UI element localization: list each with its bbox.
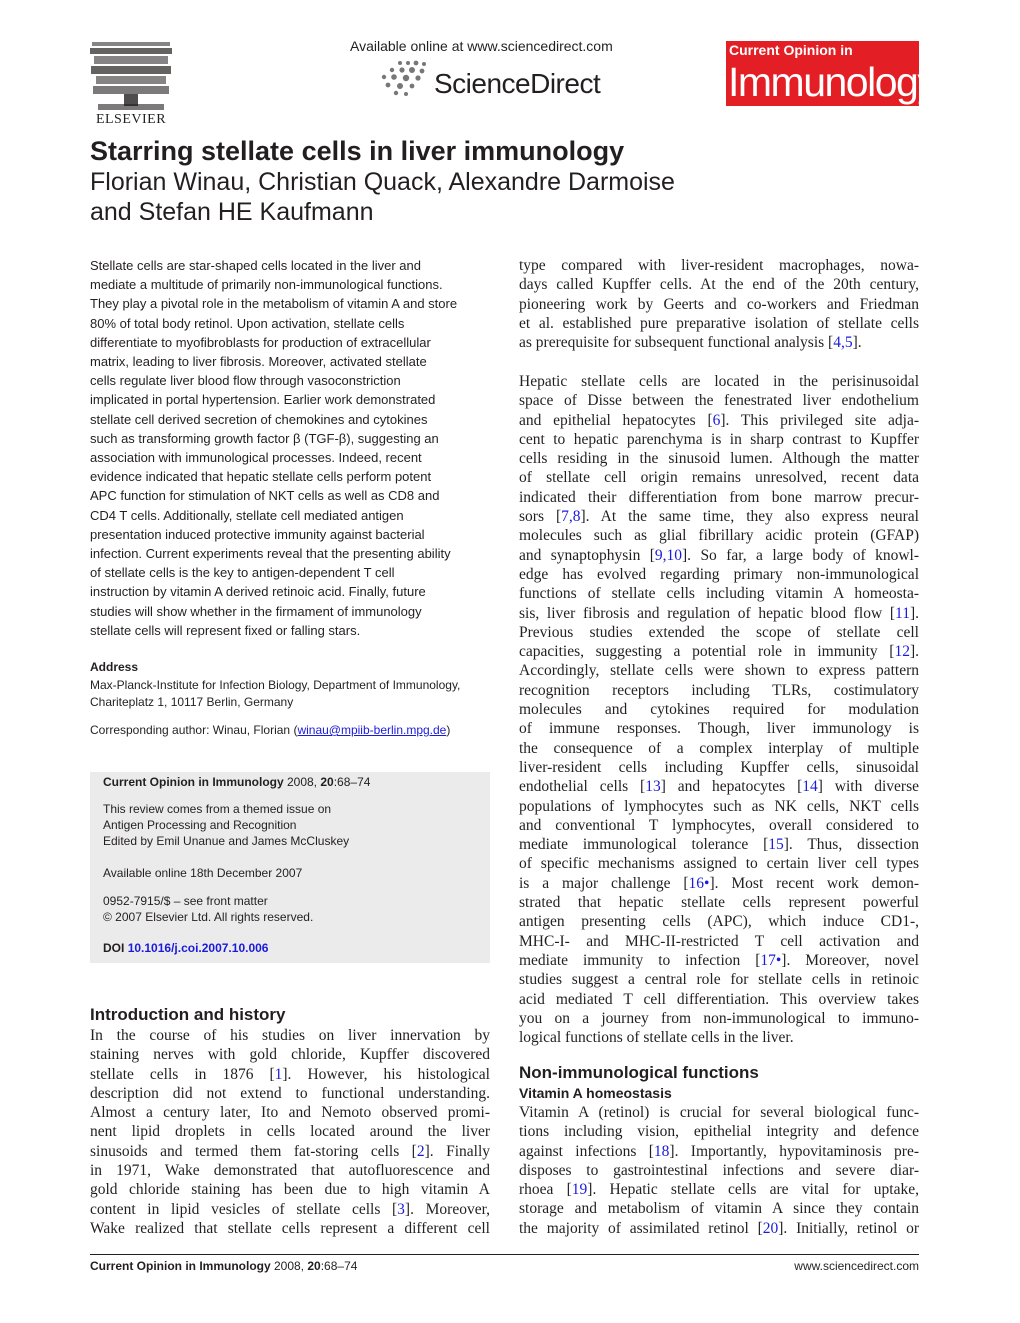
citation-line bbox=[103, 775, 370, 789]
body-text-line: studies suggest a central role for stellate cells in retinoic bbox=[519, 971, 919, 989]
body-text-line: you on a journey from non-immunological to immuno- bbox=[519, 1009, 919, 1027]
citation-ref[interactable]: 14 bbox=[802, 778, 818, 796]
body-text-line: space of Disse between the fenestrated liver endothelium bbox=[519, 392, 919, 410]
corresponding-prefix: Corresponding author: Winau, Florian ( bbox=[90, 723, 298, 737]
citation-pages: :68–74 bbox=[333, 775, 371, 789]
authors-line-1: Florian Winau, Christian Quack, Alexandre Darmoise bbox=[90, 168, 675, 196]
citation-volume: 20 bbox=[320, 775, 334, 789]
body-text-line: mediate immunological tolerance [15]. Thus, dissection bbox=[519, 836, 919, 854]
citation-ref[interactable]: 11 bbox=[895, 604, 910, 622]
body-text-line: Wake realized that stellate cells represent a different cell bbox=[90, 1219, 490, 1237]
abstract-line: cells regulate liver blood flow through vasoconstriction bbox=[90, 373, 401, 389]
footer-year: 2008, bbox=[270, 1259, 308, 1273]
body-text-line: days called Kupffer cells. At the end of the 20th century, bbox=[519, 276, 919, 294]
abstract-line: evidence indicated that hepatic stellate cells perform potent bbox=[90, 469, 432, 485]
citation-ref[interactable]: 13 bbox=[645, 778, 661, 796]
body-text-line: molecules and cytokines required for modulation bbox=[519, 701, 919, 719]
body-text-line: sis, liver fibrosis and regulation of hepatic blood flow [11]. bbox=[519, 604, 919, 622]
body-text-line: rhoea [19]. Hepatic stellate cells are vital for uptake, bbox=[519, 1181, 919, 1199]
body-text-line: et al. established pure preparative isolation of stellate cells bbox=[519, 314, 919, 332]
citation-ref[interactable]: 9,10 bbox=[654, 546, 683, 564]
footer-divider bbox=[90, 1254, 919, 1255]
body-text-line: Previous studies extended the scope of stellate cell bbox=[519, 623, 919, 641]
copyright-line: © 2007 Elsevier Ltd. All rights reserved. bbox=[103, 910, 314, 924]
journal-banner-top: Current Opinion in bbox=[729, 42, 853, 58]
footer-pages: :68–74 bbox=[320, 1259, 358, 1273]
address-line: Chariteplatz 1, 10117 Berlin, Germany bbox=[90, 695, 294, 709]
abstract-line: mediate a multitude of primarily non-immunological functions. bbox=[90, 277, 443, 293]
body-text-line: disposes to gastrointestinal infections and severe diar- bbox=[519, 1161, 919, 1179]
abstract-line: CD4 T cells. Additionally, stellate cell mediated antigen bbox=[90, 507, 404, 523]
body-text-line: In the course of his studies on liver innervation by bbox=[90, 1027, 490, 1044]
address-line: Max-Planck-Institute for Infection Biology, Department of Immunology, bbox=[90, 678, 461, 692]
body-text-line: capacities, suggesting a potential role in immunity [12]. bbox=[519, 643, 919, 661]
citation-ref[interactable]: 18 bbox=[653, 1142, 670, 1160]
body-text-line: indicated their differentiation from bone marrow precur- bbox=[519, 488, 919, 506]
publisher-name: ELSEVIER bbox=[95, 112, 167, 127]
citation-ref[interactable]: 6 bbox=[712, 411, 721, 429]
paragraph-vitamin-a bbox=[519, 1103, 919, 1238]
footer-citation bbox=[90, 1259, 357, 1273]
section-heading-introduction: Introduction and history bbox=[90, 1005, 286, 1024]
themed-issue-topic: Antigen Processing and Recognition bbox=[103, 818, 297, 832]
body-text-line: sors [7,8]. At the same time, they also express neural bbox=[519, 508, 919, 526]
corresponding-suffix: ) bbox=[446, 723, 451, 737]
abstract-line: matrix, leading to liver fibrosis. Moreover, activated stellate bbox=[90, 354, 427, 370]
issn-line: 0952-7915/$ – see front matter bbox=[103, 894, 268, 908]
body-text-line: antigen presenting cells (APC), which induce CD1-, bbox=[519, 913, 919, 931]
body-text-line: storage and metabolism of vitamin A since they contain bbox=[519, 1200, 919, 1218]
elsevier-tree-logo bbox=[88, 40, 174, 112]
body-text-line: cells residing in the sinusoid lumen. Although the matter bbox=[519, 450, 919, 468]
email-link[interactable]: winau@mpiib-berlin.mpg.de bbox=[297, 723, 447, 737]
body-text-line: edge has evolved regarding primary non-immunological bbox=[519, 565, 919, 583]
footer-journal: Current Opinion in Immunology bbox=[90, 1259, 271, 1273]
abstract-line: 80% of total body retinol. Upon activation, stellate cells bbox=[90, 315, 405, 331]
body-text-line: functions of stellate cells including vitamin A homeosta- bbox=[519, 585, 919, 603]
body-text-line: stellate cells in 1876 [1]. However, his histological bbox=[90, 1065, 490, 1083]
abstract-line: differentiate to myofibroblasts for production of extracellular bbox=[90, 334, 431, 350]
citation-ref[interactable]: 16• bbox=[688, 874, 710, 892]
article-info-box bbox=[90, 772, 490, 963]
abstract-line: stellate cells will represent fixed or falling stars. bbox=[90, 622, 361, 638]
abstract bbox=[90, 256, 490, 640]
available-date: Available online 18th December 2007 bbox=[103, 866, 303, 880]
citation-year: 2008, bbox=[283, 775, 321, 789]
body-text-line: nent lipid droplets in cells located around the liver bbox=[90, 1123, 490, 1141]
subsection-heading-vitamin-a: Vitamin A homeostasis bbox=[519, 1085, 672, 1101]
body-text-line: is a major challenge [16•]. Most recent work demon- bbox=[519, 874, 920, 892]
body-text-line: mediate immunity to infection [17•]. Moreover, novel bbox=[519, 951, 919, 969]
body-text-line: of immune responses. Though, liver immunology is bbox=[519, 720, 919, 738]
paragraph-history-cont bbox=[519, 256, 919, 352]
journal-banner-title: Immunology bbox=[728, 59, 937, 105]
body-text-line: populations of lymphocytes such as NK cells, NKT cells bbox=[519, 797, 919, 815]
citation-ref[interactable]: 2 bbox=[416, 1142, 425, 1160]
doi-label: DOI bbox=[103, 941, 125, 955]
body-text-line: in 1971, Wake demonstrated that autofluorescence and bbox=[90, 1162, 490, 1180]
body-text-line: of specific mechanisms assigned to certain liver cell types bbox=[519, 855, 919, 873]
body-text-line: endothelial cells [13] and hepatocytes [14] with diverse bbox=[519, 778, 919, 796]
citation-ref[interactable]: 12 bbox=[894, 643, 910, 661]
body-text-line: of stellate cell origin remains unresolved, recent data bbox=[519, 469, 919, 487]
doi-link[interactable]: 10.1016/j.coi.2007.10.006 bbox=[127, 941, 269, 955]
abstract-line: implicated in portal hypertension. Earlier work demonstrated bbox=[90, 392, 436, 408]
abstract-line: Stellate cells are star-shaped cells located in the liver and bbox=[90, 258, 421, 273]
body-text-line: pioneering work by Geerts and co-workers and Friedman bbox=[519, 295, 919, 313]
body-text-line: as prerequisite for subsequent functional analysis [4,5]. bbox=[519, 334, 862, 352]
abstract-line: such as transforming growth factor β (TGF-β), suggesting an bbox=[90, 430, 439, 446]
body-text-line: content in lipid vesicles of stellate cells [3]. Moreover, bbox=[90, 1200, 490, 1218]
citation-ref[interactable]: 3 bbox=[397, 1200, 405, 1218]
body-text-line: and conventional T lymphocytes, overall considered to bbox=[519, 816, 919, 834]
body-text-line: staining nerves with gold chloride, Kupffer discovered bbox=[90, 1046, 490, 1064]
citation-ref[interactable]: 7,8 bbox=[561, 508, 581, 526]
citation-ref[interactable]: 1 bbox=[274, 1065, 283, 1083]
themed-issue-editors: Edited by Emil Unanue and James McCluskey bbox=[103, 834, 350, 848]
address-heading: Address bbox=[90, 660, 139, 674]
footer-url[interactable]: www.sciencedirect.com bbox=[794, 1259, 919, 1273]
address bbox=[90, 677, 460, 711]
intro-paragraph bbox=[90, 1026, 490, 1238]
body-text-line: and epithelial hepatocytes [6]. This privileged site adja- bbox=[519, 411, 919, 429]
abstract-line: presentation induced protective immunity against bacterial bbox=[90, 526, 425, 542]
footer-volume: 20 bbox=[307, 1259, 321, 1273]
citation-ref[interactable]: 20 bbox=[762, 1219, 779, 1237]
body-text-line: logical functions of stellate cells in the liver. bbox=[519, 1029, 794, 1047]
abstract-line: association with immunological processes. Indeed, recent bbox=[90, 450, 422, 466]
body-text-line: type compared with liver-resident macrophages, nowa- bbox=[519, 257, 919, 274]
citation-ref[interactable]: 15 bbox=[768, 836, 784, 854]
body-text-line: strated that hepatic stellate cells represent powerful bbox=[519, 894, 919, 912]
abstract-line: APC function for stimulation of NKT cells as well as CD8 and bbox=[90, 488, 440, 504]
available-online-text: Available online at www.sciencedirect.com bbox=[350, 38, 613, 54]
citation-ref[interactable]: 19 bbox=[571, 1181, 588, 1199]
body-text-line: against infections [18]. Importantly, hypovitaminosis pre- bbox=[519, 1142, 919, 1160]
abstract-line: instruction by vitamin A derived retinoic acid. Finally, future bbox=[90, 584, 426, 600]
abstract-line: stellate cell derived secretion of chemokines and cytokines bbox=[90, 411, 428, 427]
doi-line bbox=[103, 941, 268, 955]
corresponding-author bbox=[90, 723, 450, 737]
abstract-line: infection. Current experiments reveal that the presenting ability bbox=[90, 546, 451, 562]
themed-issue-line: This review comes from a themed issue on bbox=[103, 802, 332, 816]
body-text-line: MHC-I- and MHC-II-restricted T cell activation and bbox=[519, 932, 919, 950]
paragraph-hepatic-stellate bbox=[519, 372, 919, 1047]
body-text-line: description did not extend to functional understanding. bbox=[90, 1084, 490, 1102]
abstract-line: They play a pivotal role in the metabolism of vitamin A and store bbox=[90, 296, 458, 312]
sciencedirect-dots-icon bbox=[378, 60, 430, 98]
citation-ref[interactable]: 17• bbox=[760, 951, 782, 969]
section-heading-non-immunological: Non-immunological functions bbox=[519, 1063, 759, 1082]
body-text-line: the consequence of a complex interplay of multiple bbox=[519, 739, 919, 757]
body-text-line: the majority of assimilated retinol [20]. Initially, retinol or bbox=[519, 1219, 919, 1237]
body-text-line: and synaptophysin [9,10]. So far, a large body of knowl- bbox=[519, 546, 920, 564]
abstract-line: of stellate cells is the key to antigen-dependent T cell bbox=[90, 565, 395, 581]
authors-line-2: and Stefan HE Kaufmann bbox=[90, 198, 374, 226]
body-text-line: gold chloride staining has been due to high vitamin A bbox=[90, 1181, 490, 1199]
body-text-line: cent to hepatic parenchyma is in sharp contrast to Kupffer bbox=[519, 430, 919, 448]
body-text-line: Vitamin A (retinol) is crucial for several biological func- bbox=[519, 1104, 919, 1121]
body-text-line: tions including vision, epithelial integrity and defence bbox=[519, 1123, 919, 1141]
body-text-line: molecules such as glial fibrillary acidic protein (GFAP) bbox=[519, 527, 919, 545]
body-text-line: Hepatic stellate cells are located in the perisinusoidal bbox=[519, 373, 919, 390]
body-text-line: liver-resident cells including Kupffer cells, sinusoidal bbox=[519, 758, 919, 776]
abstract-line: studies will show whether in the firmament of immunology bbox=[90, 603, 422, 619]
sciencedirect-wordmark: ScienceDirect bbox=[434, 68, 601, 99]
citation-journal: Current Opinion in Immunology bbox=[103, 775, 284, 789]
journal-banner bbox=[726, 41, 937, 106]
body-text-line: Accordingly, stellate cells were shown to express pattern bbox=[519, 662, 919, 680]
body-text-line: Almost a century later, Ito and Nemoto observed promi- bbox=[90, 1104, 490, 1122]
body-text-line: acid mediated T cell differentiation. This overview takes bbox=[519, 990, 919, 1008]
article-title: Starring stellate cells in liver immunology bbox=[90, 136, 625, 166]
citation-ref[interactable]: 4,5 bbox=[833, 334, 853, 352]
body-text-line: sinusoids and termed them fat-storing cells [2]. Finally bbox=[90, 1142, 490, 1160]
body-text-line: recognition receptors including TLRs, costimulatory bbox=[519, 681, 919, 699]
